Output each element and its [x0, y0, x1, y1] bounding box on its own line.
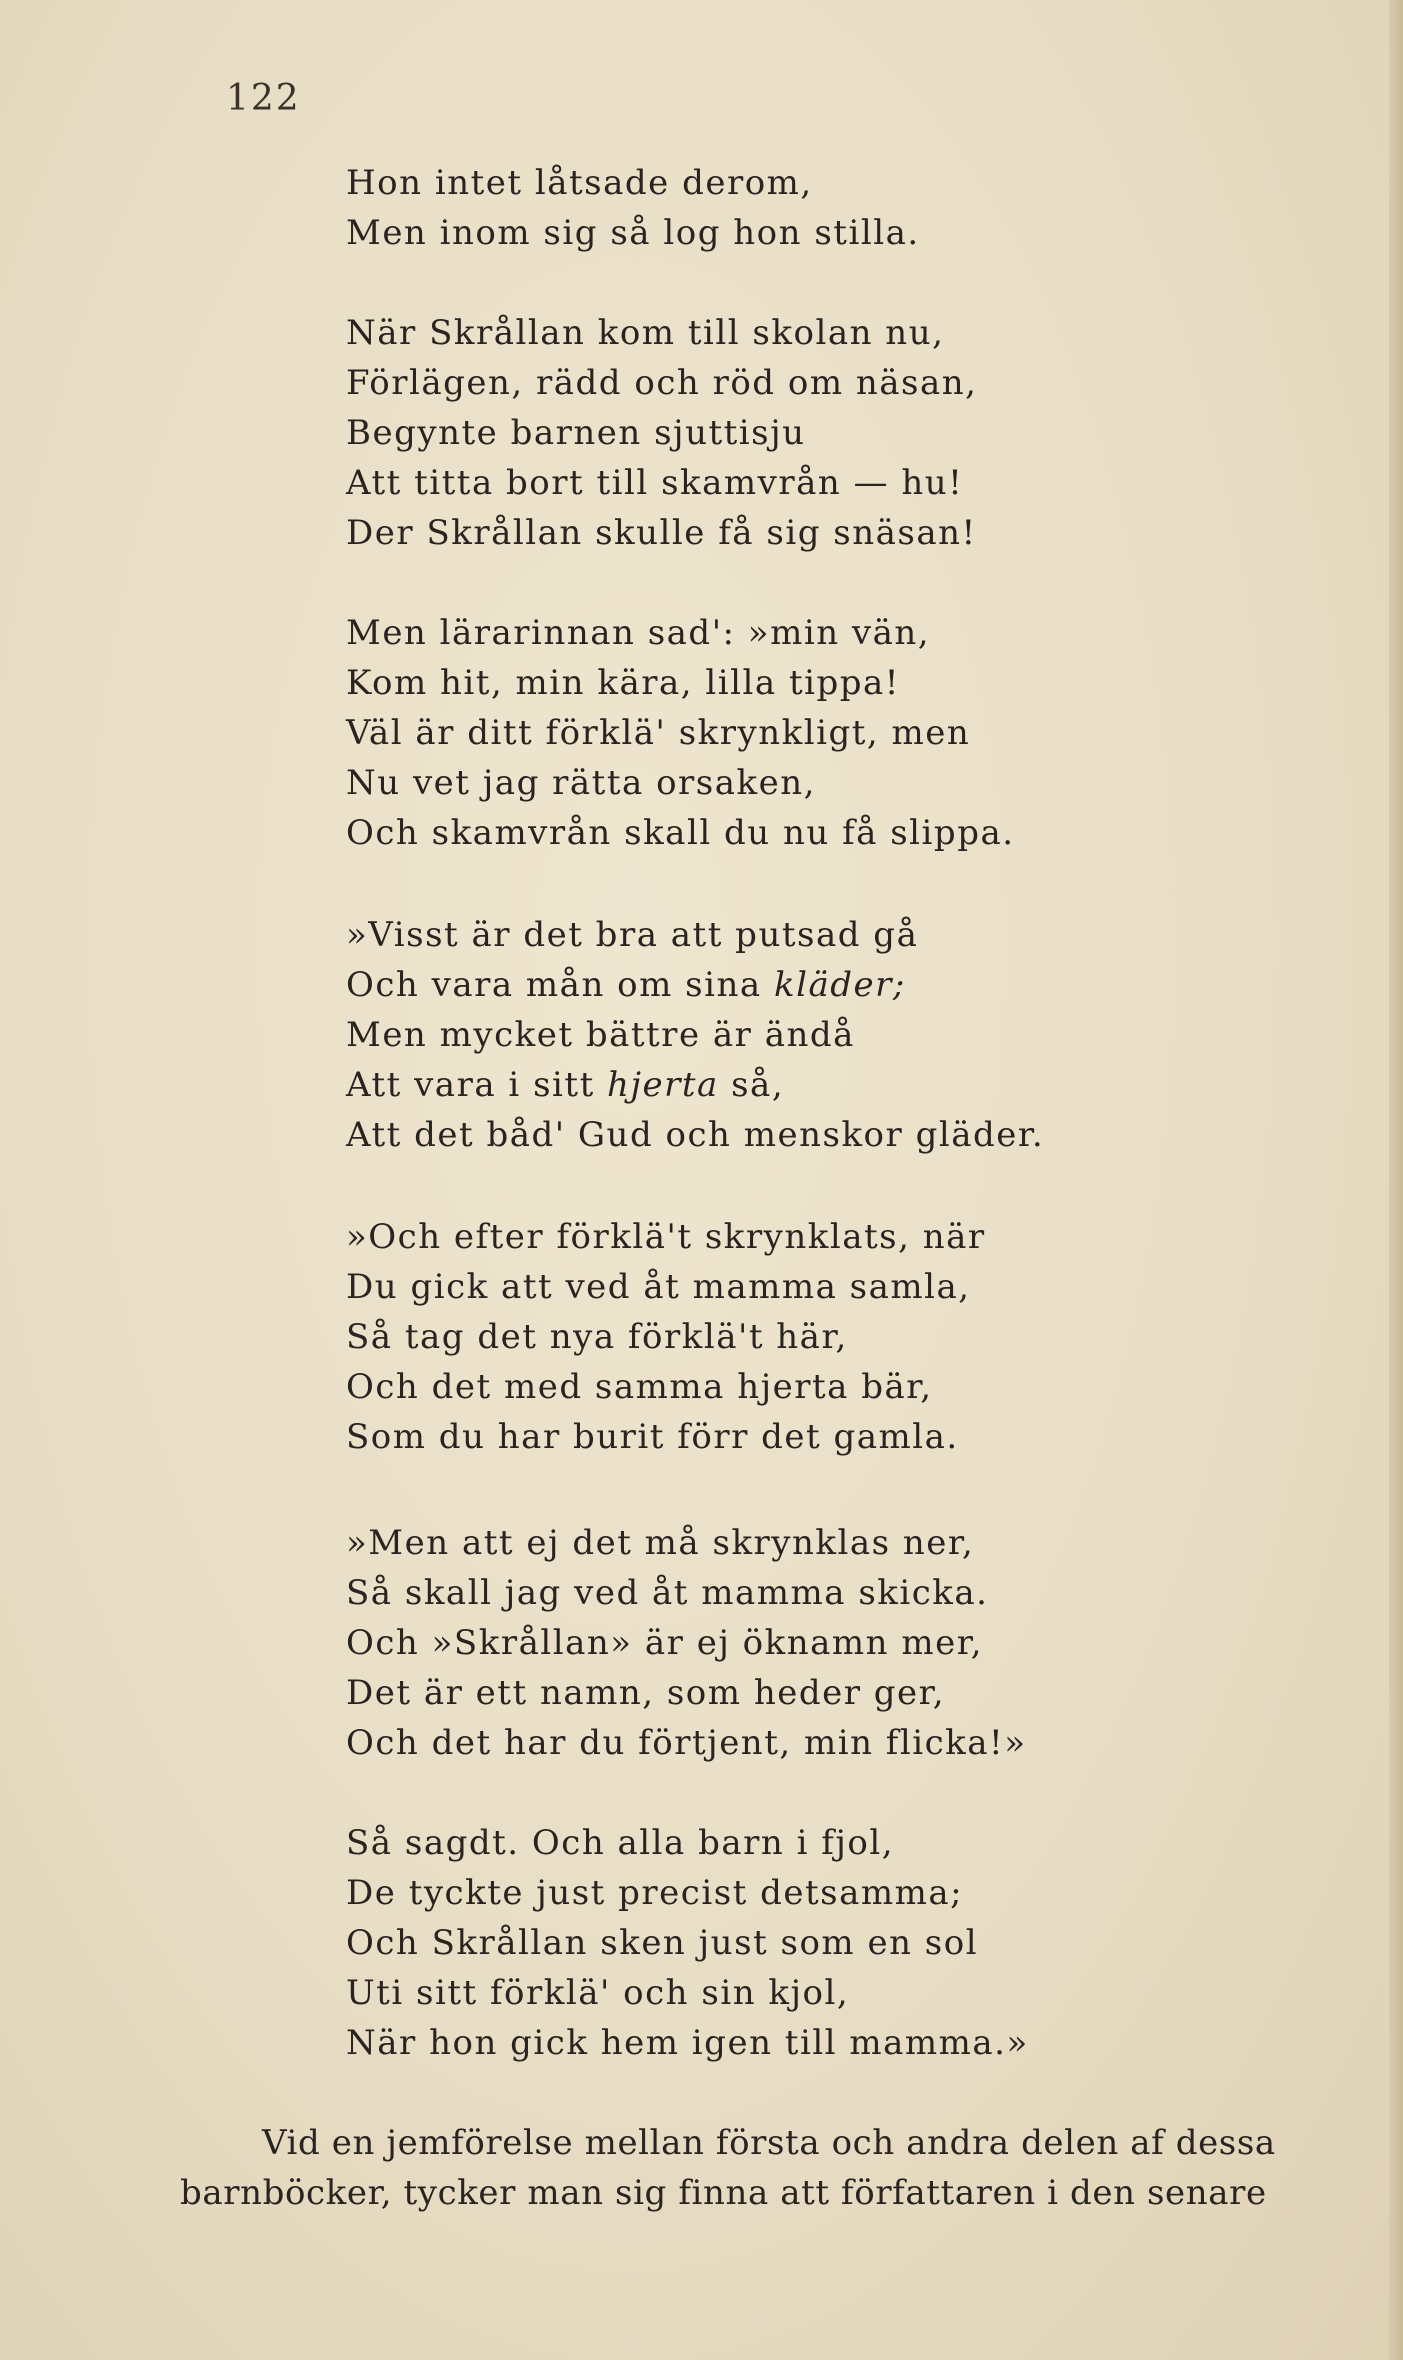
- verse-line: Att det båd' Gud och menskor gläder.: [346, 1115, 1045, 1155]
- verse-line: [346, 1060, 1044, 1110]
- verse-line: Och Skrållan sken just som en sol: [346, 1923, 979, 1963]
- stanza-5: [346, 1212, 986, 1462]
- italic-word: hjerta: [607, 1065, 719, 1105]
- verse-line: Der Skrållan skulle få sig snäsan!: [346, 513, 977, 553]
- verse-line: Kom hit, min kära, lilla tippa!: [346, 663, 900, 703]
- verse-line: Men lärarinnan sad': »min vän,: [346, 613, 931, 653]
- prose-line: Vid en jemförelse mellan första och andra delen af dessa: [262, 2123, 1276, 2163]
- page-number: 122: [226, 78, 301, 119]
- verse-line: Väl är ditt förklä' skrynkligt, men: [346, 713, 971, 753]
- stanza-1: [346, 158, 920, 258]
- verse-line: Nu vet jag rätta orsaken,: [346, 763, 816, 803]
- verse-line: Du gick att ved åt mamma samla,: [346, 1267, 971, 1307]
- verse-line: »Men att ej det må skrynklas ner,: [346, 1523, 975, 1563]
- verse-line: Uti sitt förklä' och sin kjol,: [346, 1973, 850, 2013]
- verse-line-text: Att vara i sitt: [346, 1065, 595, 1105]
- verse-line-tail: så,: [718, 1065, 785, 1105]
- verse-line: Som du har burit förr det gamla.: [346, 1417, 959, 1457]
- stanza-4: [346, 910, 1044, 1160]
- verse-line: Och skamvrån skall du nu få slippa.: [346, 813, 1015, 853]
- italic-word: kläder;: [773, 965, 906, 1005]
- verse-line: [346, 960, 1044, 1010]
- stanza-3: [346, 608, 1015, 858]
- verse-line: »Och efter förklä't skrynklats, när: [346, 1217, 986, 1257]
- verse-line: Det är ett namn, som heder ger,: [346, 1673, 945, 1713]
- verse-line: Men mycket bättre är ändå: [346, 1015, 855, 1055]
- stanza-7: [346, 1818, 1029, 2068]
- verse-line: Och »Skrållan» är ej öknamn mer,: [346, 1623, 984, 1663]
- verse-line: När Skrållan kom till skolan nu,: [346, 313, 945, 353]
- prose-line: barnböcker, tycker man sig finna att författaren i den senare: [180, 2173, 1267, 2213]
- verse-line: Hon intet låtsade derom,: [346, 163, 813, 203]
- verse-line: När hon gick hem igen till mamma.»: [346, 2023, 1029, 2063]
- verse-line: Begynte barnen sjuttisju: [346, 413, 806, 453]
- verse-line: Så tag det nya förklä't här,: [346, 1317, 848, 1357]
- verse-line: Men inom sig så log hon stilla.: [346, 213, 920, 253]
- prose-paragraph: [180, 2118, 1340, 2218]
- stanza-6: [346, 1518, 1027, 1768]
- verse-line: Och det har du förtjent, min flicka!»: [346, 1723, 1027, 1763]
- stanza-2: [346, 308, 977, 558]
- verse-line: »Visst är det bra att putsad gå: [346, 915, 919, 955]
- verse-line: Att titta bort till skamvrån — hu!: [346, 463, 964, 503]
- verse-line: Så sagdt. Och alla barn i fjol,: [346, 1823, 895, 1863]
- verse-line: De tyckte just precist detsamma;: [346, 1873, 964, 1913]
- verse-line: Och det med samma hjerta bär,: [346, 1367, 933, 1407]
- page-edge: [1389, 0, 1403, 2360]
- verse-line: Så skall jag ved åt mamma skicka.: [346, 1573, 989, 1613]
- verse-line-text: Och vara mån om sina: [346, 965, 762, 1005]
- verse-line: Förlägen, rädd och röd om näsan,: [346, 363, 978, 403]
